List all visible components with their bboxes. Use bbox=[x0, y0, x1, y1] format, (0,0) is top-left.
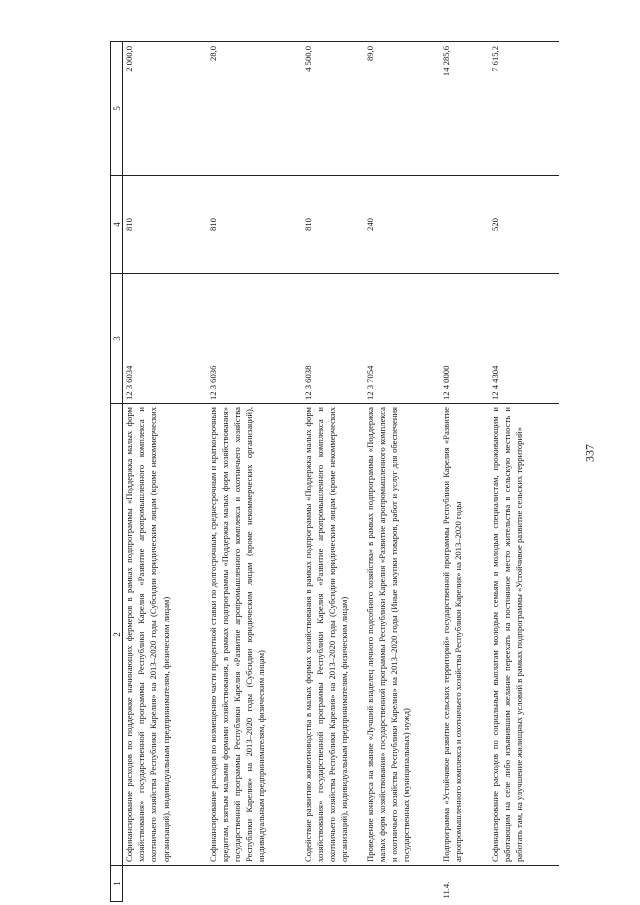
column-header: 3 bbox=[111, 274, 123, 404]
row-description: Софинансирование расходов по социальным выплатам молодым семьям и молодым специалистам, проживающим и работающим на селе либо изъявившим желание переехать на постоянное место жительства в сельскую местность и работать там, на улучшение жилищных условий в рамках подпрограммы «Устойчивое развитие сельских территорий» bbox=[489, 404, 559, 866]
amount: 7 615,2 bbox=[489, 42, 559, 176]
expense-type-code: 240 bbox=[364, 176, 440, 274]
target-article-code: 12 3 6036 bbox=[207, 274, 302, 404]
target-article-code: 12 4 0000 bbox=[440, 274, 489, 404]
amount: 4 500,0 bbox=[302, 42, 364, 176]
amount: 89,0 bbox=[364, 42, 440, 176]
target-article-code: 12 3 7054 bbox=[364, 274, 440, 404]
column-header: 1 bbox=[111, 866, 123, 902]
column-header: 4 bbox=[111, 176, 123, 274]
amount: 14 285,6 bbox=[440, 42, 489, 176]
target-article-code: 12 3 6038 bbox=[302, 274, 364, 404]
amount: 28,0 bbox=[207, 42, 302, 176]
row-description: Содействие развитию животноводства в малых формах хозяйствования в рамках подпрограммы «Поддержка малых форм хозяйствования» государственной программы Республики Карелия «Развитие агропромышленного комплекса и охотничьего хозяйства Республики Карелия» на 2013–2020 годы (Субсидии юридическим лицам (кроме некоммерческих организаций), индивидуальным предпринимателям, физическим лицам) bbox=[302, 404, 364, 866]
row-number bbox=[364, 866, 440, 902]
row-description: Софинансирование расходов по поддержке начинающих фермеров в рамках подпрограммы «Поддержка малых форм хозяйствования» государственной программы Республики Карелия «Развитие агропромышленного комплекса и охотничьего хозяйства Республики Карелия» на 2013–2020 годы (Субсидии юридическим лицам (кроме некоммерческих организаций), индивидуальным предпринимателям, физическим лицам) bbox=[123, 404, 207, 866]
row-number bbox=[489, 866, 559, 902]
row-number bbox=[207, 866, 302, 902]
expense-type-code: 520 bbox=[489, 176, 559, 274]
row-number: 11.4. bbox=[440, 866, 489, 902]
row-description: Проведение конкурса на звание «Лучший владелец личного подсобного хозяйства» в рамках подпрограммы «Поддержка малых форм хозяйствования» государственной программы Республики Карелия «Развитие агропромышленного комплекса и охотничьего хозяйства Республики Карелия» на 2013–2020 годы (Иные закупки товаров, работ и услуг для обеспечения государственных (муниципальных) нужд) bbox=[364, 404, 440, 866]
row-number bbox=[302, 866, 364, 902]
page-number: 337 bbox=[582, 444, 597, 462]
table-row bbox=[489, 42, 559, 902]
expense-type-code bbox=[440, 176, 489, 274]
expense-type-code: 810 bbox=[207, 176, 302, 274]
target-article-code: 12 3 6034 bbox=[123, 274, 207, 404]
budget-table bbox=[110, 41, 559, 902]
table-row bbox=[123, 42, 207, 902]
table-row bbox=[207, 42, 302, 902]
table-row bbox=[302, 42, 364, 902]
expense-type-code: 810 bbox=[123, 176, 207, 274]
target-article-code: 12 4 4304 bbox=[489, 274, 559, 404]
row-description: Подпрограмма «Устойчивое развитие сельских территорий» государственной программы Республики Карелия «Развитие агропромышленного комплекса и охотничьего хозяйства Республики Карелия» на 2013–2020 годы bbox=[440, 404, 489, 866]
rotated-page bbox=[110, 37, 560, 902]
table-row bbox=[440, 42, 489, 902]
row-description: Софинансирование расходов по возмещению части процентной ставки по долгосрочным, среднесрочным и краткосрочным кредитам, взятым малыми формами хозяйствования, в рамках подпрограммы «Поддержка малых форм хозяйствования» государственной программы Республики Карелия «Развитие агропромышленного комплекса и охотничьего хозяйства Республики Карелия» на 2013–2020 годы (Субсидии юридическим лицам (кроме некоммерческих организаций), индивидуальным предпринимателям, физическим лицам) bbox=[207, 404, 302, 866]
header-row bbox=[111, 42, 123, 902]
column-header: 5 bbox=[111, 42, 123, 176]
row-number bbox=[123, 866, 207, 902]
amount: 2 000,0 bbox=[123, 42, 207, 176]
table-row bbox=[364, 42, 440, 902]
column-header: 2 bbox=[111, 404, 123, 866]
expense-type-code: 810 bbox=[302, 176, 364, 274]
